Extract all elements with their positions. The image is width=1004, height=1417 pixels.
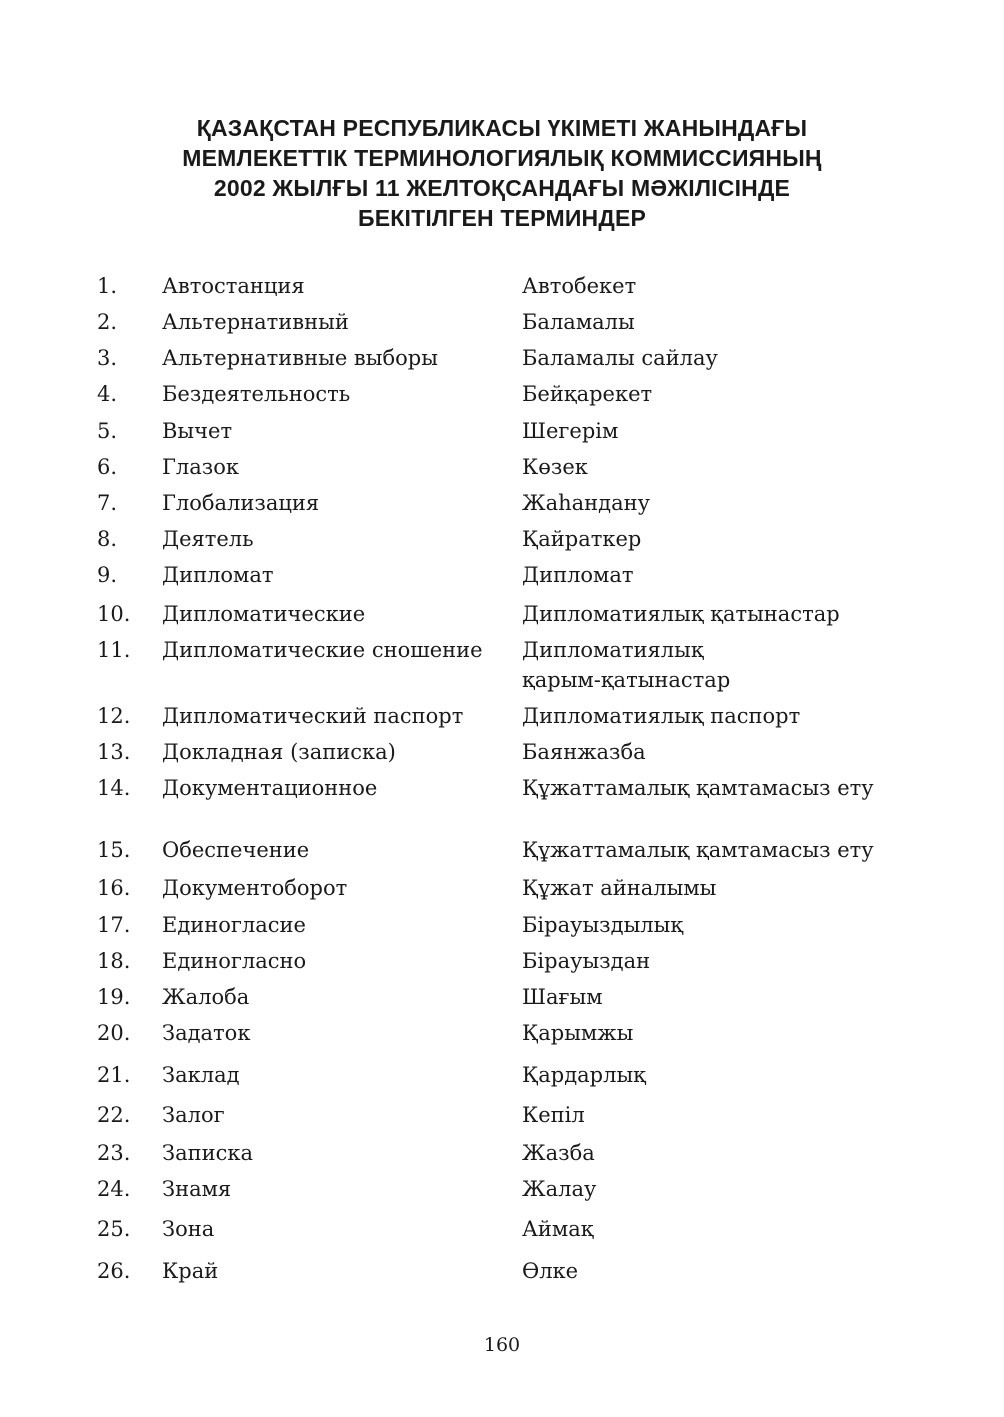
term-number: 4. [97, 382, 118, 406]
term-kazakh: Жазба [522, 1141, 595, 1165]
term-kazakh: Қарымжы [522, 1021, 634, 1045]
term-kazakh: Дипломатиялық қарым-қатынастар [522, 638, 731, 692]
term-number: 6. [97, 455, 118, 479]
term-number: 3. [97, 346, 118, 370]
term-number: 19. [97, 985, 131, 1009]
term-kazakh: Құжаттамалық қамтамасыз ету [522, 838, 874, 862]
heading-line-4: БЕКІТІЛГЕН ТЕРМИНДЕР [357, 205, 647, 231]
term-kazakh: Дипломатиялық қатынастар [522, 602, 840, 626]
term-russian: Знамя [162, 1177, 232, 1201]
term-number: 8. [97, 527, 118, 551]
term-number: 7. [97, 491, 118, 515]
term-russian: Документоборот [162, 876, 348, 900]
term-number: 18. [97, 949, 131, 973]
term-kazakh: Кепіл [522, 1103, 585, 1127]
page-number: 160 [483, 1334, 521, 1356]
term-kazakh: Қайраткер [522, 527, 642, 551]
term-number: 25. [97, 1217, 131, 1241]
term-russian: Вычет [162, 419, 233, 443]
term-russian: Автостанция [162, 274, 305, 298]
term-kazakh: Бірауыздан [522, 949, 651, 973]
term-number: 13. [97, 740, 131, 764]
term-number: 24. [97, 1177, 131, 1201]
term-number: 23. [97, 1141, 131, 1165]
term-kazakh: Дипломат [522, 563, 634, 587]
term-russian: Дипломатические [162, 602, 366, 626]
term-kazakh: Жаһандану [522, 491, 650, 515]
term-number: 21. [97, 1063, 131, 1087]
term-kazakh: Көзек [522, 455, 588, 479]
term-russian: Деятель [162, 527, 254, 551]
term-number: 17. [97, 913, 131, 937]
term-russian: Заклад [162, 1063, 240, 1087]
term-kazakh: Баянжазба [522, 740, 646, 764]
term-number: 15. [97, 838, 131, 862]
term-number: 5. [97, 419, 118, 443]
term-russian: Записка [162, 1141, 254, 1165]
term-number: 10. [97, 602, 131, 626]
term-kazakh: Шағым [522, 985, 603, 1009]
term-russian: Дипломат [162, 563, 274, 587]
term-number: 22. [97, 1103, 131, 1127]
term-number: 2. [97, 310, 118, 334]
term-kazakh: Қардарлық [522, 1063, 646, 1087]
term-russian: Край [162, 1259, 219, 1283]
term-russian: Дипломатические сношение [162, 638, 483, 662]
term-number: 9. [97, 563, 118, 587]
heading-line-2: МЕМЛЕКЕТТІК ТЕРМИНОЛОГИЯЛЫҚ КОММИССИЯНЫҢ [182, 145, 822, 171]
term-number: 1. [97, 274, 118, 298]
term-russian: Единогласие [162, 913, 306, 937]
heading-line-1: ҚАЗАҚСТАН РЕСПУБЛИКАСЫ ҮКІМЕТІ ЖАНЫНДАҒЫ [196, 115, 808, 141]
term-russian: Дипломатический паспорт [162, 704, 464, 728]
heading-line-3: 2002 ЖЫЛҒЫ 11 ЖЕЛТОҚСАНДАҒЫ МӘЖІЛІСІНДЕ [213, 175, 791, 201]
term-russian: Глазок [162, 455, 239, 479]
term-kazakh: Баламалы сайлау [522, 346, 718, 370]
term-russian: Залог [162, 1103, 225, 1127]
term-kazakh: Бірауыздылық [522, 913, 684, 937]
term-russian: Задаток [162, 1021, 251, 1045]
term-kazakh: Автобекет [522, 274, 637, 298]
term-kazakh: Құжат айналымы [522, 876, 717, 900]
term-kazakh: Шегерім [522, 419, 619, 443]
term-number: 12. [97, 704, 131, 728]
term-number: 26. [97, 1259, 131, 1283]
term-russian: Документационное [162, 776, 378, 800]
term-number: 16. [97, 876, 131, 900]
term-kazakh: Аймақ [522, 1217, 594, 1241]
term-number: 14. [97, 776, 131, 800]
term-kazakh: Дипломатиялық паспорт [522, 704, 801, 728]
term-russian: Обеспечение [162, 838, 310, 862]
term-russian: Зона [162, 1217, 215, 1241]
term-kazakh: Өлке [522, 1259, 579, 1283]
term-russian: Бездеятельность [162, 382, 351, 406]
term-number: 20. [97, 1021, 131, 1045]
term-russian: Альтернативный [162, 310, 349, 334]
term-kazakh: Баламалы [522, 310, 635, 334]
term-russian: Альтернативные выборы [162, 346, 438, 370]
term-number: 11. [97, 638, 131, 662]
term-russian: Жалоба [162, 985, 250, 1009]
term-russian: Глобализация [162, 491, 320, 515]
term-russian: Докладная (записка) [162, 740, 396, 764]
term-kazakh: Бейқарекет [522, 382, 653, 406]
term-russian: Единогласно [162, 949, 307, 973]
term-kazakh: Құжаттамалық қамтамасыз ету [522, 776, 874, 800]
term-kazakh: Жалау [522, 1177, 597, 1201]
